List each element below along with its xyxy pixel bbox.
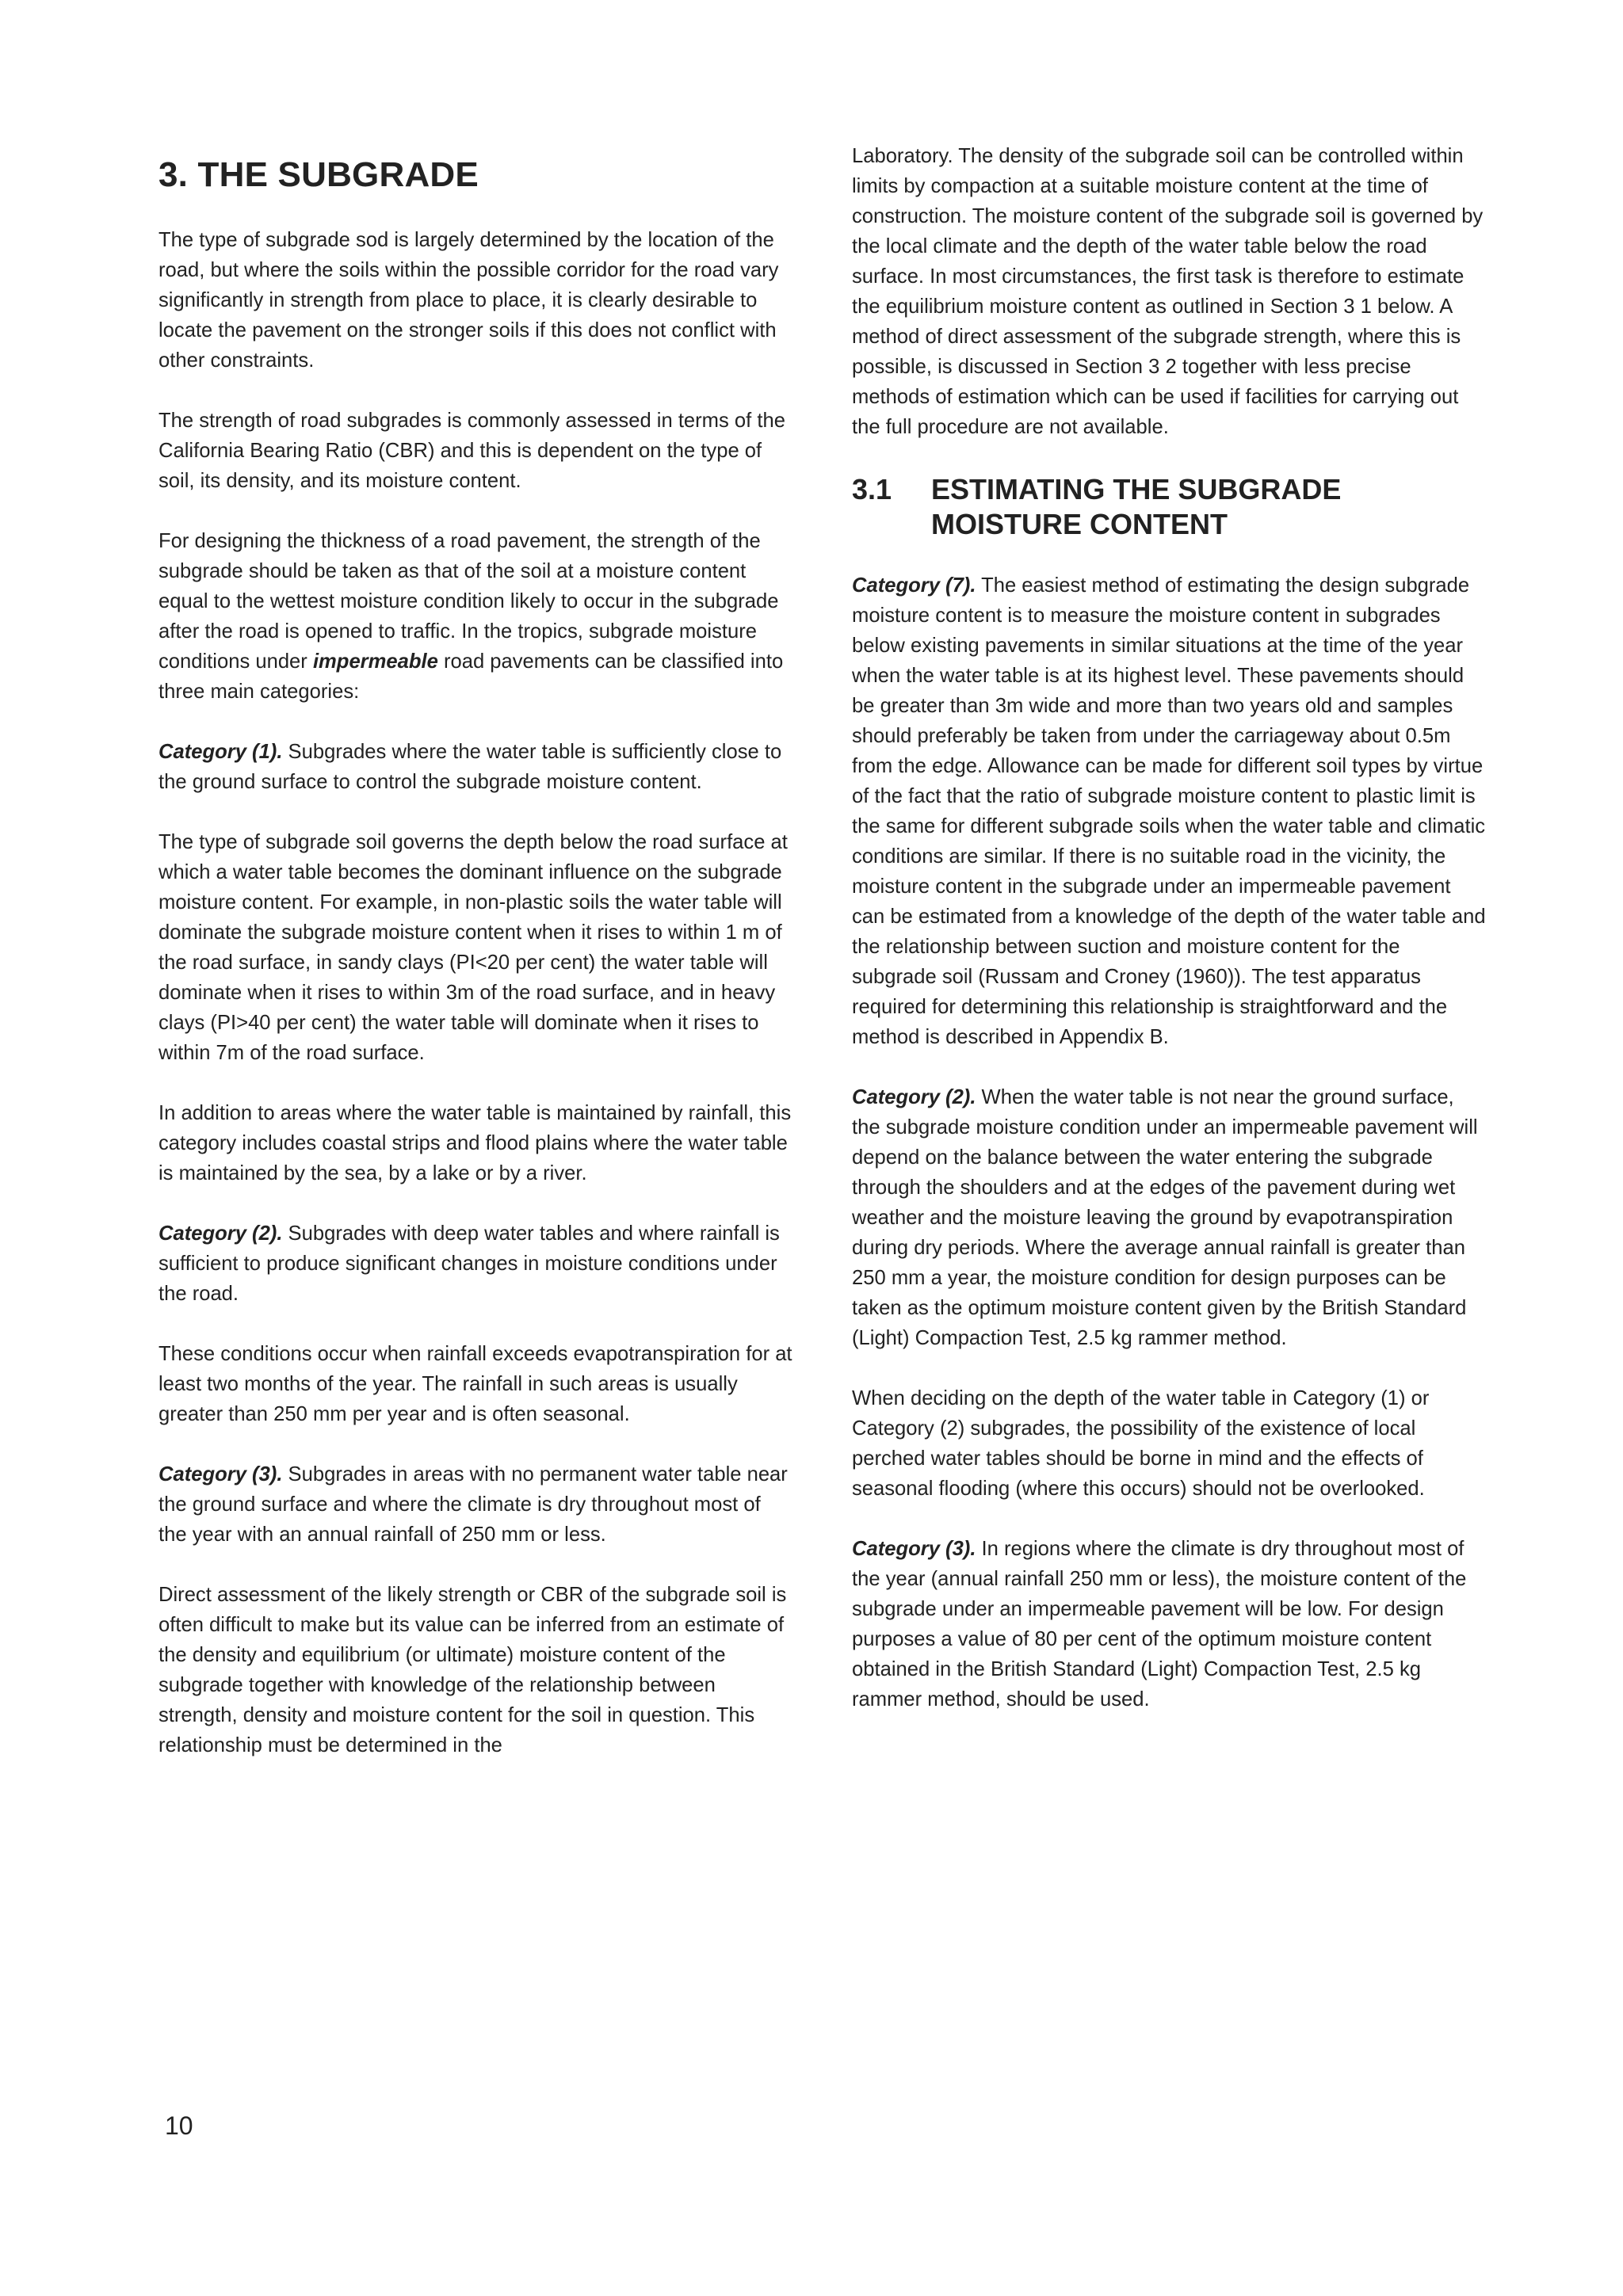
paragraph-category-2-right [852, 1082, 1486, 1353]
text-run: When the water table is not near the ground surface, the subgrade moisture condition under an impermeable pavement will depend on the balance between the water entering the subgrade through the shoulders and at the edges of the pavement during wet weather and the moisture leaving the ground by evapotranspiration during dry periods. Where the average annual rainfall is greater than 250 mm a year, the moisture condition for design purposes can be taken as the optimum moisture content given by the British Standard (Light) Compaction Test, 2.5 kg rammer method. [852, 1086, 1478, 1349]
emphasis-text: impermeable [312, 650, 438, 673]
paragraph-direct-assessment: Direct assessment of the likely strength or CBR of the subgrade soil is often difficult to make but its value can be inferred from an estimate of the density and equilibrium (or ultimate) moisture content of the subgrade together with knowledge of the relationship between strength, density and moisture content for the soil in question. This relationship must be determined in the [158, 1584, 787, 1756]
paragraph-design-thickness [158, 526, 792, 707]
paragraph-category-3-right [852, 1534, 1486, 1714]
category-label: Category (7). [852, 574, 976, 597]
category-label: Category (3). [158, 1463, 283, 1486]
page-title: 3. THE SUBGRADE [158, 155, 479, 194]
paragraph-subgrade-location: The type of subgrade sod is largely determined by the location of the road, but where the soils within the possible corridor for the road vary significantly in strength from place to place, it is clearly desirable to locate the pavement on the stronger soils if this does not conflict with other constraints. [158, 229, 779, 372]
paragraph-water-table-depth: When deciding on the depth of the water table in Category (1) or Category (2) subgrades, the possibility of the existence of local perched water tables should be borne in mind and the effects of seasonal flooding (where this occurs) should not be overlooked. [852, 1387, 1430, 1500]
section-number: 3.1 [852, 473, 892, 505]
text-run: In regions where the climate is dry throughout most of the year (annual rainfall 250 mm or less), the moisture content of the subgrade under an impermeable pavement will be low. For design purposes a value of 80 per cent of the optimum moisture content obtained in the British Standard (Light) Compaction Test, 2.5 kg rammer method, should be used. [852, 1538, 1467, 1711]
left-column [158, 155, 792, 1791]
text-run: road pavements can be classified into three main categories: [158, 650, 784, 703]
category-label: Category (1). [158, 741, 283, 763]
right-column [852, 141, 1486, 1745]
text-run: Subgrades with deep water tables and where rainfall is sufficient to produce significant changes in moisture conditions under the road. [158, 1222, 780, 1305]
paragraph-rainfall: These conditions occur when rainfall exceeds evapotranspiration for at least two months of the year. The rainfall in such areas is usually greater than 250 mm per year and is often seasonal. [158, 1343, 792, 1425]
text-run: For designing the thickness of a road pavement, the strength of the subgrade should be taken as that of the soil at a moisture content equal to the wettest moisture condition likely to occur in the subgrade after the road is opened to traffic. In the tropics, subgrade moisture conditions under [158, 530, 779, 673]
category-label: Category (3). [852, 1538, 976, 1560]
category-label: Category (2). [852, 1086, 976, 1108]
paragraph-cbr: The strength of road subgrades is commonly assessed in terms of the California Bearing Ratio (CBR) and this is dependent on the type of soil, its density, and its moisture content. [158, 410, 785, 492]
category-label: Category (2). [158, 1222, 283, 1245]
paragraph-category-1 [158, 737, 792, 797]
section-heading [852, 472, 1486, 542]
text-run: Subgrades where the water table is sufficiently close to the ground surface to control the subgrade moisture content. [158, 741, 782, 793]
paragraph-category-3 [158, 1459, 792, 1550]
text-run: Subgrades in areas with no permanent water table near the ground surface and where the climate is dry throughout most of the year with an annual rainfall of 250 mm or less. [158, 1463, 788, 1546]
page-number: 10 [165, 2111, 193, 2140]
paragraph-category-7 [852, 570, 1486, 1052]
text-run: The easiest method of estimating the design subgrade moisture content is to measure the moisture content in subgrades below existing pavements in similar situations at the time of the year when the water table is at its highest level. These pavements should be greater than 3m wide and more than two years old and samples should preferably be taken from under the carriageway about 0.5m from the edge. Allowance can be made for different soil types by virtue of the fact that the ratio of subgrade moisture content to plastic limit is the same for different subgrade soils when the water table and climatic conditions are similar. If there is no suitable road in the vicinity, the moisture content in the subgrade under an impermeable pavement can be estimated from a knowledge of the depth of the water table and the relationship between suction and moisture content for the subgrade soil (Russam and Croney (1960)). The test apparatus required for determining this relationship is straightforward and the method is described in Appendix B. [852, 574, 1486, 1048]
section-title: ESTIMATING THE SUBGRADE MOISTURE CONTENT [931, 473, 1342, 540]
paragraph-coastal: In addition to areas where the water table is maintained by rainfall, this category includes coastal strips and flood plains where the water table is maintained by the sea, by a lake or by a river. [158, 1102, 792, 1184]
paragraph-laboratory: Laboratory. The density of the subgrade soil can be controlled within limits by compaction at a suitable moisture content at the time of construction. The moisture content of the subgrade soil is governed by the local climate and the depth of the water table below the road surface. In most circumstances, the first task is therefore to estimate the equilibrium moisture content as outlined in Section 3 1 below. A method of direct assessment of the subgrade strength, where this is possible, is discussed in Section 3 2 together with less precise methods of estimation which can be used if facilities for carrying out the full procedure are not available. [852, 145, 1484, 438]
paragraph-soil-type: The type of subgrade soil governs the depth below the road surface at which a water table becomes the dominant influence on the subgrade moisture content. For example, in non-plastic soils the water table will dominate the subgrade moisture content when it rises to within 1 m of the road surface, in sandy clays (PI<20 per cent) the water table will dominate when it rises to within 3m of the road surface, and in heavy clays (PI>40 per cent) the water table will dominate when it rises to within 7m of the road surface. [158, 831, 788, 1064]
paragraph-category-2 [158, 1219, 792, 1309]
